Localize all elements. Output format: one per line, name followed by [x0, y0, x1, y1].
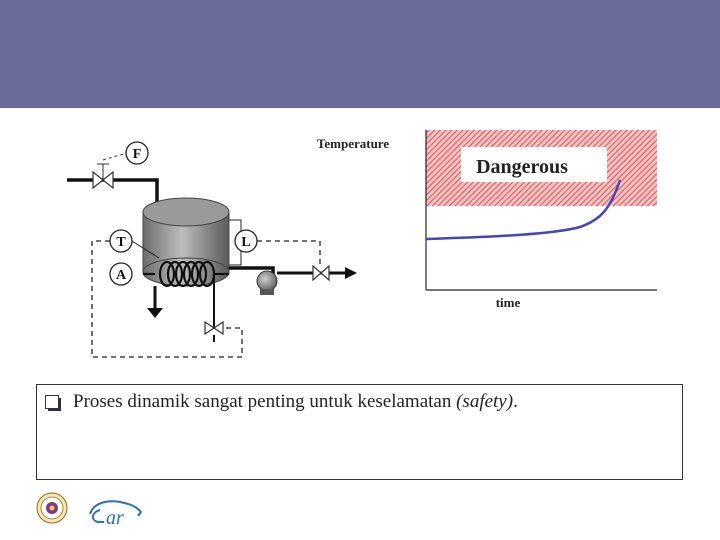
level-instrument — [235, 230, 257, 252]
bullet-square-icon — [45, 395, 59, 409]
coil-outlet-arrow — [147, 308, 163, 318]
university-seal-logo — [36, 492, 68, 524]
level-control-line — [257, 241, 320, 266]
temperature-tag: T — [116, 235, 126, 250]
process-schematic — [67, 142, 357, 357]
coil-return-pipe — [214, 274, 215, 328]
pump — [257, 271, 277, 295]
bullet-text-main: Proses dinamik sangat penting untuk keselamatan — [73, 391, 457, 412]
graph-xlabel: time — [495, 295, 521, 310]
analyzer-instrument — [110, 263, 132, 285]
bullet-text — [73, 391, 518, 413]
car-logo-text: ar — [106, 507, 124, 528]
flow-signal-line — [103, 153, 127, 160]
temperature-instrument — [110, 230, 132, 252]
outlet-valve — [313, 266, 329, 280]
outlet-arrow — [345, 267, 357, 279]
header-bar — [0, 0, 720, 108]
analyzer-tag: A — [115, 268, 127, 283]
bullet-text-end: . — [513, 391, 518, 412]
slide-header — [0, 0, 720, 108]
danger-label: Dangerous — [476, 156, 568, 178]
bullet-text-italic: (safety) — [456, 391, 514, 412]
process-diagram — [55, 130, 675, 370]
inlet-valve — [93, 164, 113, 188]
level-tag: L — [241, 235, 251, 250]
reactor-tank — [143, 198, 229, 286]
bullet-textbox — [36, 384, 683, 480]
graph-ylabel: Temperature — [316, 136, 390, 151]
temperature-graph — [317, 130, 657, 310]
car-logo — [86, 498, 146, 528]
flow-tag: F — [132, 147, 142, 162]
flow-instrument — [126, 142, 148, 164]
header-background — [0, 0, 720, 108]
